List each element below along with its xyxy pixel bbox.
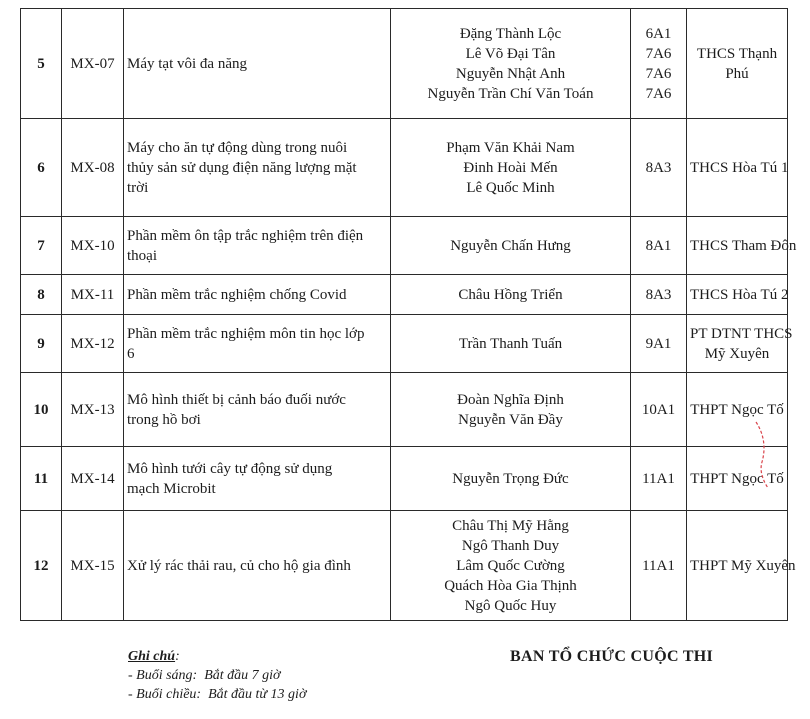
- project-name-line: Phần mềm trắc nghiệm chống Covid: [127, 286, 347, 303]
- class-names-line: 8A3: [645, 286, 672, 303]
- project-code: MX-07: [62, 9, 124, 119]
- school-name-line: THPT Mỹ Xuyên: [690, 557, 796, 574]
- school-name-line: PT DTNT THCS: [690, 325, 793, 342]
- school-name: [687, 511, 796, 621]
- project-code: MX-11: [62, 275, 124, 315]
- school-name: [687, 275, 788, 315]
- student-names: [391, 373, 631, 447]
- table-row: [21, 275, 788, 315]
- student-names-line: Trần Thanh Tuấn: [458, 335, 563, 352]
- student-names-line: Nguyễn Văn Đầy: [458, 411, 563, 428]
- class-names-line: 8A1: [645, 237, 672, 254]
- student-names-line: Ngô Quốc Huy: [464, 597, 557, 614]
- results-table: [20, 8, 797, 621]
- project-name-line: trời: [127, 179, 149, 196]
- school-name-line: THCS Thạnh: [696, 45, 778, 62]
- student-names: [391, 9, 631, 119]
- project-name-line: thoại: [127, 247, 157, 264]
- project-name-line: Phần mềm trắc nghiệm môn tin học lớp: [127, 325, 365, 342]
- school-name: [687, 119, 788, 217]
- project-code: MX-12: [62, 315, 124, 373]
- notes-title: Ghi chú:: [128, 649, 180, 664]
- table-row: [21, 373, 788, 447]
- school-name: [687, 315, 793, 373]
- class-names: [631, 9, 687, 119]
- table-row: [21, 9, 788, 119]
- class-names-line: 9A1: [645, 335, 672, 352]
- student-names-line: Nguyễn Trọng Đức: [452, 470, 569, 487]
- student-names-line: Ngô Thanh Duy: [461, 537, 560, 554]
- table-row: [21, 511, 788, 621]
- class-names-line: 6A1: [645, 25, 672, 42]
- project-name-line: Máy tạt vôi đa năng: [127, 55, 247, 72]
- project-code: MX-13: [62, 373, 124, 447]
- note-label: - Buổi sáng:: [128, 668, 198, 683]
- row-number: 8: [21, 275, 62, 315]
- school-name-line: Mỹ Xuyên: [704, 345, 770, 362]
- class-names-line: 11A1: [642, 557, 675, 574]
- project-name: [124, 119, 391, 217]
- student-names-line: Nguyễn Trần Chí Văn Toán: [427, 85, 594, 102]
- student-names-line: Phạm Văn Khải Nam: [446, 139, 575, 156]
- project-name: [124, 315, 391, 373]
- student-names-line: Nguyễn Nhật Anh: [455, 65, 566, 82]
- project-name: [124, 275, 391, 315]
- student-names-line: Đặng Thành Lộc: [459, 25, 562, 42]
- note-item: [128, 685, 306, 704]
- project-code: MX-08: [62, 119, 124, 217]
- note-text: Bắt đầu 7 giờ: [204, 668, 281, 683]
- class-names: [631, 447, 687, 511]
- school-name-line: THCS Hòa Tú 2: [690, 286, 789, 303]
- student-names: [391, 447, 631, 511]
- student-names: [391, 119, 631, 217]
- row-number: 5: [21, 9, 62, 119]
- school-name-line: THCS Hòa Tú 1: [690, 159, 789, 176]
- row-number: 12: [21, 511, 62, 621]
- note-text: Bắt đầu từ 13 giờ: [208, 687, 307, 702]
- student-names-line: Lê Võ Đại Tân: [465, 45, 556, 62]
- student-names: [391, 511, 631, 621]
- class-names-line: 10A1: [641, 401, 676, 418]
- student-names: [391, 217, 631, 275]
- project-name-line: thủy sản sử dụng điện năng lượng mặt: [127, 159, 357, 176]
- project-name: [124, 9, 391, 119]
- project-code: MX-15: [62, 511, 124, 621]
- student-names-line: Đinh Hoài Mến: [463, 159, 558, 176]
- project-name-line: Mô hình tưới cây tự động sử dụng: [127, 460, 333, 477]
- school-name-line: THCS Tham Đôn: [690, 237, 797, 254]
- class-names: [631, 119, 687, 217]
- student-names-line: Quách Hòa Gia Thịnh: [444, 577, 577, 594]
- class-names-line: 7A6: [645, 85, 672, 102]
- notes-section: [128, 647, 306, 704]
- school-name: [687, 447, 788, 511]
- project-name-line: Phần mềm ôn tập trắc nghiệm trên điện: [127, 227, 364, 244]
- student-names-line: Lê Quốc Minh: [466, 179, 555, 196]
- table-row: [21, 447, 788, 511]
- class-names: [631, 217, 687, 275]
- table-row: [21, 315, 788, 373]
- student-names-line: Châu Hồng Triển: [458, 286, 563, 303]
- school-name-line: THPT Ngọc Tố: [690, 470, 784, 487]
- row-number: 7: [21, 217, 62, 275]
- student-names-line: Lâm Quốc Cường: [456, 557, 565, 574]
- class-names-line: 8A3: [645, 159, 672, 176]
- student-names-line: Châu Thị Mỹ Hằng: [452, 517, 569, 534]
- project-name-line: mạch Microbit: [127, 480, 216, 497]
- class-names-line: 7A6: [645, 45, 672, 62]
- school-name: [687, 373, 788, 447]
- note-label: - Buổi chiều:: [128, 687, 202, 702]
- table-row: [21, 119, 788, 217]
- row-number: 9: [21, 315, 62, 373]
- student-names: [391, 315, 631, 373]
- student-names-line: Đoàn Nghĩa Định: [457, 391, 564, 408]
- row-number: 11: [21, 447, 62, 511]
- class-names-line: 11A1: [642, 470, 675, 487]
- table-body: [21, 9, 797, 621]
- project-name: [124, 511, 391, 621]
- project-name-line: trong hồ bơi: [127, 411, 201, 428]
- note-item: [128, 666, 306, 685]
- school-name-line: Phú: [725, 65, 749, 82]
- project-name: [124, 447, 391, 511]
- row-number: 10: [21, 373, 62, 447]
- project-name: [124, 217, 391, 275]
- school-name: [687, 9, 788, 119]
- project-name-line: Máy cho ăn tự động dùng trong nuôi: [127, 139, 348, 156]
- project-name-line: Mô hình thiết bị cảnh báo đuối nước: [127, 391, 346, 408]
- class-names: [631, 511, 687, 621]
- project-name-line: 6: [127, 345, 135, 362]
- table-row: [21, 217, 788, 275]
- project-code: MX-10: [62, 217, 124, 275]
- student-names: [391, 275, 631, 315]
- project-name-line: Xử lý rác thải rau, củ cho hộ gia đình: [127, 557, 351, 574]
- project-name: [124, 373, 391, 447]
- student-names-line: Nguyễn Chấn Hưng: [450, 237, 571, 254]
- class-names: [631, 275, 687, 315]
- class-names-line: 7A6: [645, 65, 672, 82]
- row-number: 6: [21, 119, 62, 217]
- organizer-signature: BAN TỔ CHỨC CUỘC THI: [510, 648, 714, 665]
- school-name-line: THPT Ngọc Tố: [690, 401, 784, 418]
- class-names: [631, 315, 687, 373]
- project-code: MX-14: [62, 447, 124, 511]
- class-names: [631, 373, 687, 447]
- school-name: [687, 217, 797, 275]
